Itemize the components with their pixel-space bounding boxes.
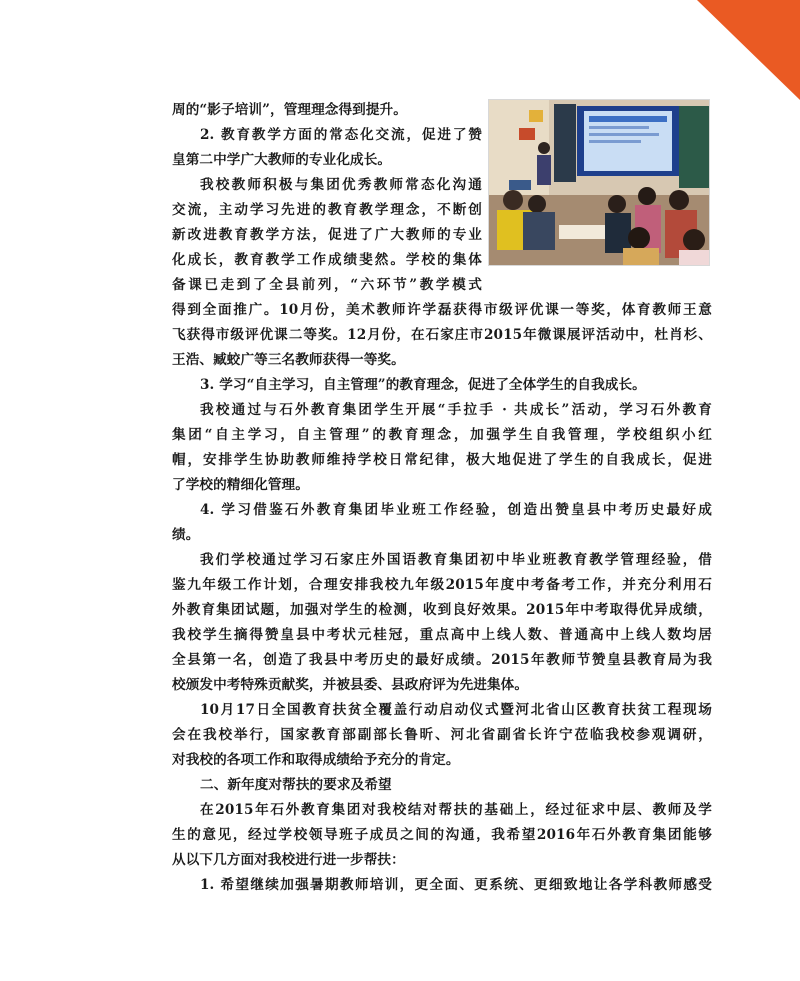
text-line: 生的意见，经过学校领导班子成员之间的沟通，我希望2016年石外教育集团能够 (172, 827, 712, 843)
text-line: 新改进教育教学方法，促进了广大教师的专业 (172, 227, 482, 243)
text-line: 我校通过与石外教育集团学生开展“手拉手 · 共成长”活动，学习石外教育 (200, 402, 712, 418)
text-line: 化成长，教育教学工作成绩斐然。学校的集体 (172, 252, 482, 268)
text-line: 对我校的各项工作和取得成绩给予充分的肯定。 (172, 752, 460, 768)
corner-decoration (697, 0, 800, 100)
text-line: 了学校的精细化管理。 (172, 477, 309, 493)
text-line: 我们学校通过学习石家庄外国语教育集团初中毕业班教育教学管理经验，借 (200, 552, 712, 568)
section-heading: 3. 学习“自主学习，自主管理”的教育理念，促进了全体学生的自我成长。 (200, 377, 646, 393)
section-title: 二、新年度对帮扶的要求及希望 (200, 777, 392, 793)
text-line: 我校教师积极与集团优秀教师常态化沟通 (200, 177, 482, 193)
text-line: 外教育集团试题，加强对学生的检测，收到良好效果。2015年中考取得优异成绩， (172, 602, 712, 618)
text-line: 交流，主动学习先进的教育教学理念，不断创 (172, 202, 482, 218)
text-line: 鉴九年级工作计划，合理安排我校九年级2015年度中考备考工作，并充分利用石 (172, 577, 712, 593)
section-heading: 绩。 (172, 527, 200, 543)
text-line: 从以下几方面对我校进行进一步帮扶： (172, 852, 405, 868)
text-line: 备课已走到了全县前列，“六环节”教学模式 (172, 277, 482, 293)
section-heading: 1. 希望继续加强暑期教师培训，更全面、更系统、更细致地让各学科教师感受 (200, 877, 712, 893)
text-line: 帽，安排学生协助教师维持学校日常纪律，极大地促进了学生的自我成长，促进 (172, 452, 712, 468)
text-line: 会在我校举行，国家教育部副部长鲁昕、河北省副省长许宁莅临我校参观调研， (172, 727, 712, 743)
section-heading: 2. 教育教学方面的常态化交流，促进了赞 (200, 127, 482, 143)
classroom-photo (488, 99, 710, 266)
text-line: 飞获得市级评优课二等奖。12月份，在石家庄市2015年微课展评活动中，杜肖杉、 (172, 327, 712, 343)
text-line: 周的“影子培训”，管理理念得到提升。 (172, 102, 407, 118)
text-line: 10月17日全国教育扶贫全覆盖行动启动仪式暨河北省山区教育扶贫工程现场 (200, 702, 712, 718)
text-line: 得到全面推广。10月份，美术教师许学磊获得市级评优课一等奖，体育教师王意 (172, 302, 712, 318)
text-line: 我校学生摘得赞皇县中考状元桂冠，重点高中上线人数、普通高中上线人数均居 (172, 627, 712, 643)
text-line: 全县第一名，创造了我县中考历史的最好成绩。2015年教师节赞皇县教育局为我 (172, 652, 712, 668)
section-heading: 4. 学习借鉴石外教育集团毕业班工作经验，创造出赞皇县中考历史最好成 (200, 502, 712, 518)
section-heading: 皇第二中学广大教师的专业化成长。 (172, 152, 392, 168)
text-line: 集团“自主学习，自主管理”的教育理念，加强学生自我管理，学校组织小红 (172, 427, 712, 443)
text-line: 王浩、臧蛟广等三名教师获得一等奖。 (172, 352, 405, 368)
text-line: 校颁发中考特殊贡献奖，并被县委、县政府评为先进集体。 (172, 677, 529, 693)
text-line: 在2015年石外教育集团对我校结对帮扶的基础上，经过征求中层、教师及学 (200, 802, 712, 818)
